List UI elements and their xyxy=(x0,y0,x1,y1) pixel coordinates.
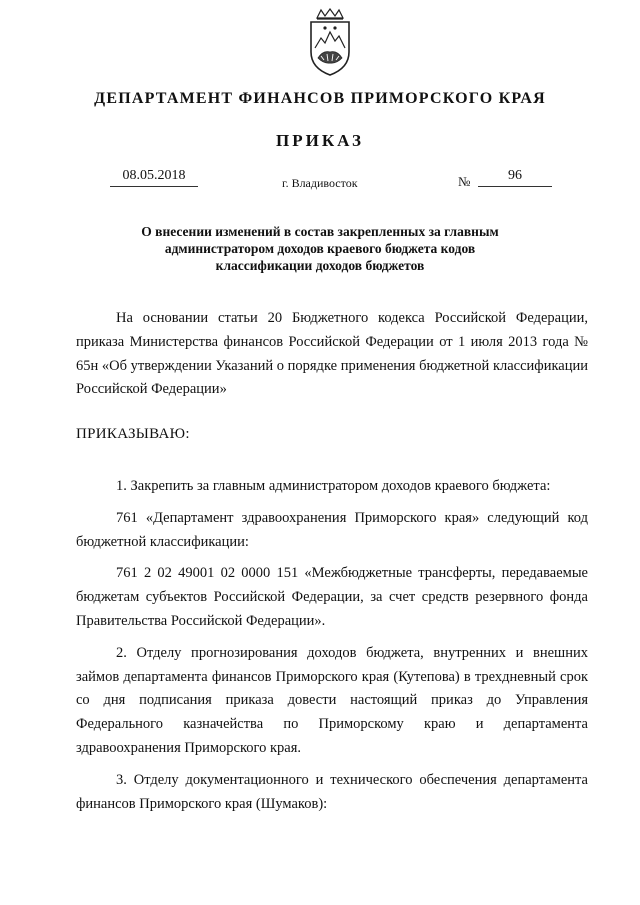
document-title: ПРИКАЗ xyxy=(276,131,364,150)
order-date: 08.05.2018 xyxy=(110,168,198,187)
order-items xyxy=(76,475,588,816)
order-directive-word: ПРИКАЗЫВАЮ: xyxy=(76,426,190,442)
basis-paragraph xyxy=(76,307,588,402)
department-name: ДЕПАРТАМЕНТ ФИНАНСОВ ПРИМОРСКОГО КРАЯ xyxy=(94,90,546,107)
basis-text: На основании статьи 20 Бюджетного кодекса Российской Федерации, приказа Министерства финансов Российской Федерации от 1 июля 2013 года № 65н «Об утверждении Указаний о порядке применения бюджетной классификации Российской Федерации» xyxy=(76,310,588,398)
subject-line: администратором доходов краевого бюджета кодов xyxy=(164,241,476,256)
order-number-label: № xyxy=(458,174,471,189)
order-item: 2. Отделу прогнозирования доходов бюджета, внутренних и внешних займов департамента финансов Приморского края (Кутепова) в трехдневный срок со дня подписания приказа довести настоящий приказ до Управления Федерального казначейства по Приморскому краю и департамента здравоохранения Приморского края. xyxy=(76,644,588,756)
order-item: 761 «Департамент здравоохранения Приморского края» следующий код бюджетной классификации: xyxy=(76,509,588,550)
order-item: 3. Отделу документационного и технического обеспечения департамента финансов Приморского края (Шумаков): xyxy=(76,771,588,812)
order-item: 1. Закрепить за главным администратором доходов краевого бюджета: xyxy=(116,478,551,494)
order-subject xyxy=(140,223,500,274)
order-number: 96 xyxy=(478,168,552,187)
order-item: 761 2 02 49001 02 0000 151 «Межбюджетные трансферты, передаваемые бюджетам субъектов Российской Федерации, за счет средств резервного фонда Правительства Российской Федерации». xyxy=(76,565,588,629)
order-city: г. Владивосток xyxy=(282,176,358,190)
coat-of-arms-icon xyxy=(303,8,357,78)
subject-line: классификации доходов бюджетов xyxy=(215,258,425,273)
subject-line: О внесении изменений в состав закрепленных за главным xyxy=(141,224,499,239)
